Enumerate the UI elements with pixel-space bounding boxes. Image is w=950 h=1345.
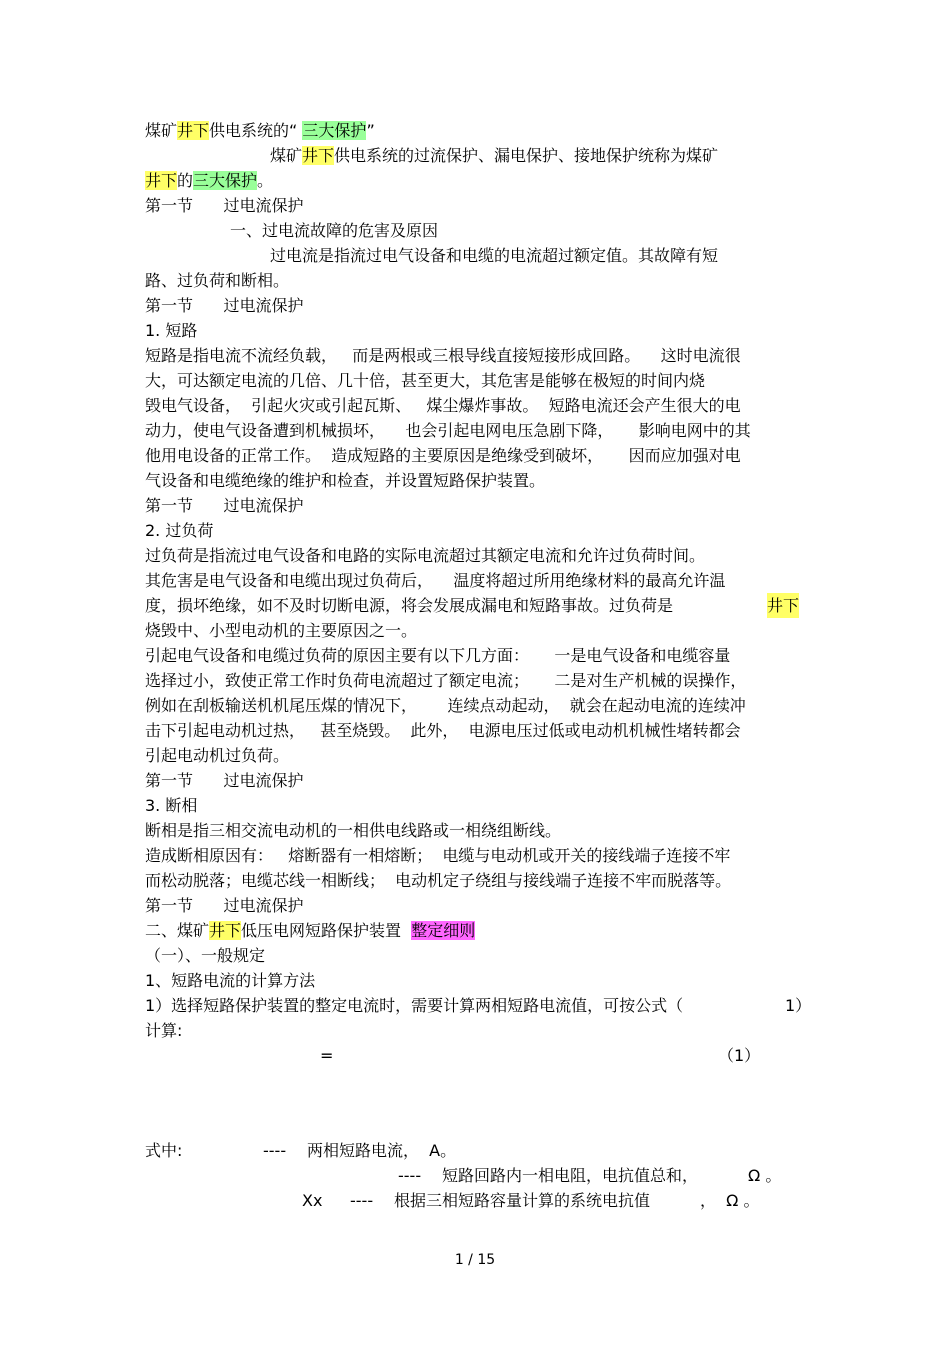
- title-text: ”: [366, 121, 375, 140]
- item-title: 1. 短路: [145, 321, 198, 340]
- paragraph-line: 他用电设备的正常工作。 造成短路的主要原因是绝缘受到破坏， 因而应加强对电: [145, 446, 741, 465]
- page-number: 1 / 15: [454, 1252, 496, 1268]
- text: 1）选择短路保护装置的整定电流时，需要计算两相短路电流值，可按公式（: [145, 996, 684, 1015]
- paragraph-line: 造成断相原因有： 熔断器有一相熔断； 电缆与电动机或开关的接线端子连接不牢: [145, 846, 731, 865]
- paragraph-line: 而松动脱落；电缆芯线一相断线； 电动机定子绕组与接线端子连接不牢而脱落等。: [145, 871, 732, 890]
- paragraph-line: [145, 593, 800, 618]
- highlight-yellow: 井下: [177, 121, 210, 140]
- paragraph-line: 过电流是指流过电气设备和电缆的电流超过额定值。其故障有短: [270, 246, 719, 265]
- where-unit: ， Ω 。: [700, 1191, 760, 1210]
- item-title: 3. 断相: [145, 796, 198, 815]
- highlight-green: 三大保护: [193, 171, 258, 190]
- where-unit: Ω 。: [748, 1166, 782, 1185]
- where-text: 根据三相短路容量计算的系统电抗值: [394, 1191, 651, 1210]
- where-dash: ----: [398, 1166, 422, 1185]
- paragraph-line: 动力，使电气设备遭到机械损坏， 也会引起电网电压急剧下降， 影响电网中的其: [145, 421, 751, 440]
- highlight-green: 三大保护: [302, 121, 367, 140]
- subsection-heading: 一、过电流故障的危害及原因: [230, 221, 439, 240]
- where-symbol: Xx: [302, 1191, 323, 1210]
- section-heading: 第一节 过电流保护: [145, 496, 304, 515]
- text: 二、煤矿: [145, 921, 210, 940]
- section-heading: 第一节 过电流保护: [145, 196, 304, 215]
- paragraph-line: 计算:: [145, 1021, 183, 1040]
- highlight-yellow: 井下: [209, 921, 242, 940]
- where-text: 两相短路电流， A。: [307, 1141, 457, 1160]
- text: 供电系统的过流保护、漏电保护、接地保护统称为煤矿: [334, 146, 719, 165]
- paragraph-line: 击下引起电动机过热， 甚至烧毁。 此外， 电源电压过低或电动机机械性堵转都会: [145, 721, 741, 740]
- highlight-yellow: 井下: [302, 146, 335, 165]
- highlight-yellow: 井下: [145, 171, 178, 190]
- paragraph-line: 其危害是电气设备和电缆出现过负荷后， 温度将超过所用绝缘材料的最高允许温: [145, 571, 726, 590]
- text: 。: [257, 171, 274, 190]
- paragraph-line: 气设备和电缆绝缘的维护和检查，并设置短路保护装置。: [145, 471, 546, 490]
- highlight-yellow: 井下: [767, 593, 799, 618]
- title-text: 煤矿: [145, 121, 178, 140]
- paragraph-line: 过负荷是指流过电气设备和电路的实际电流超过其额定电流和允许过负荷时间。: [145, 546, 706, 565]
- paragraph-line: 大，可达额定电流的几倍、几十倍，甚至更大，其危害是能够在极短的时间内烧: [145, 371, 706, 390]
- highlight-magenta: 整定细则: [411, 921, 476, 940]
- intro-line-1: [270, 143, 718, 168]
- where-dash: ----: [350, 1191, 374, 1210]
- paragraph-line: [145, 993, 812, 1018]
- where-label: 式中:: [145, 1141, 183, 1160]
- paragraph-line: 选择过小，致使正常工作时负荷电流超过了额定电流； 二是对生产机械的误操作，: [145, 671, 747, 690]
- item-title: 2. 过负荷: [145, 521, 214, 540]
- text: 煤矿: [270, 146, 303, 165]
- paragraph-line: 引起电气设备和电缆过负荷的原因主要有以下几方面： 一是电气设备和电缆容量: [145, 646, 731, 665]
- section-heading: 第一节 过电流保护: [145, 296, 304, 315]
- text: 度，损坏绝缘，如不及时切断电源，将会发展成漏电和短路事故。过负荷是: [145, 596, 674, 615]
- where-text: 短路回路内一相电阻，电抗值总和，: [442, 1166, 699, 1185]
- formula-number: （1）: [718, 1046, 761, 1065]
- where-dash: ----: [263, 1141, 287, 1160]
- paragraph-line: 引起电动机过负荷。: [145, 746, 290, 765]
- paragraph-line: 断相是指三相交流电动机的一相供电线路或一相绕组断线。: [145, 821, 562, 840]
- item-title: 1、短路电流的计算方法: [145, 971, 316, 990]
- paragraph-line: 短路是指电流不流经负载， 而是两根或三根导线直接短接形成回路。 这时电流很: [145, 346, 741, 365]
- text: 低压电网短路保护装置: [241, 921, 412, 940]
- subsection-heading: （一）、一般规定: [145, 946, 266, 965]
- paragraph-line: 毁电气设备， 引起火灾或引起瓦斯、 煤尘爆炸事故。 短路电流还会产生很大的电: [145, 396, 741, 415]
- doc-title: [145, 118, 375, 143]
- text: 的: [177, 171, 194, 190]
- paragraph-line: 路、过负荷和断相。: [145, 271, 290, 290]
- part-two-heading: [145, 918, 475, 943]
- intro-line-2: [145, 168, 273, 193]
- text: 1）: [785, 996, 812, 1015]
- section-heading: 第一节 过电流保护: [145, 771, 304, 790]
- section-heading: 第一节 过电流保护: [145, 896, 304, 915]
- title-text: 供电系统的“: [209, 121, 303, 140]
- formula-equals: =: [320, 1046, 334, 1065]
- paragraph-line: 烧毁中、小型电动机的主要原因之一。: [145, 621, 418, 640]
- paragraph-line: 例如在刮板输送机机尾压煤的情况下， 连续点动起动， 就会在起动电流的连续冲: [145, 696, 746, 715]
